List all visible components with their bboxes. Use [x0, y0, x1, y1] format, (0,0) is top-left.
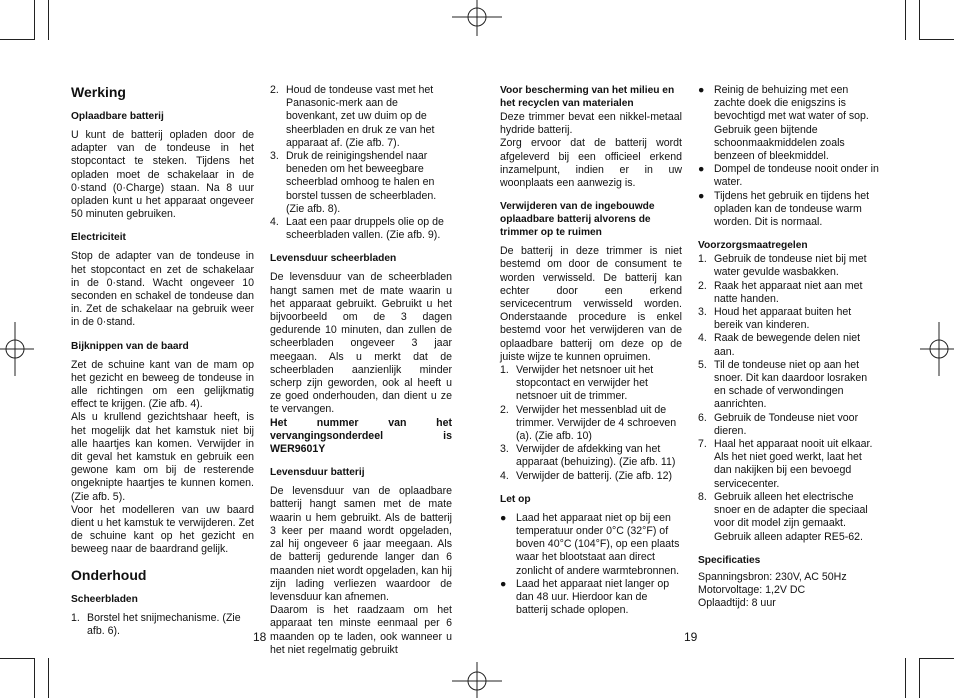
list-number: 1. — [500, 364, 509, 377]
column-2 — [270, 84, 452, 657]
part-number-note: Het nummer van het vervangingsonderdeel is WER9601Y — [270, 416, 452, 456]
list-item-text: Dompel de tondeuse nooit onder in water. — [714, 163, 879, 189]
bullet-list — [698, 84, 880, 229]
page-number-left: 18 — [253, 630, 267, 644]
subsection-heading: Voorzorgsmaatregelen — [698, 240, 808, 252]
list-item — [698, 359, 880, 412]
list-item — [500, 470, 682, 483]
numbered-list — [500, 364, 682, 483]
numbered-list — [71, 612, 254, 638]
list-item-text: Reinig de behuizing met een zachte doek die enigszins is bevochtigd met wat water of sop. Gebruik geen bijtende schoonmaakmiddelen zoals benzeen of bleekmiddel. — [714, 84, 869, 163]
list-number: 1. — [698, 253, 707, 266]
list-item — [270, 150, 452, 216]
bullet-icon: ● — [698, 84, 705, 96]
subsection-heading: Specificaties — [698, 554, 761, 566]
list-item — [698, 280, 880, 306]
subsection-heading: Voor bescherming van het milieu en het recyclen van materialen — [500, 85, 675, 109]
bullet-icon: ● — [698, 189, 705, 202]
list-item-text: Verwijder het netsnoer uit het stopcontact en verwijder het netsnoer uit de trimmer. — [516, 364, 654, 403]
column-1 — [71, 84, 254, 638]
subsection-heading: Bijknippen van de baard — [71, 340, 189, 352]
list-item — [698, 163, 880, 189]
list-item-text: Gebruik de Tondeuse niet voor dieren. — [714, 411, 859, 437]
list-item-text: Verwijder de afdekking van het apparaat (behuizing). (Zie afb. 11) — [516, 443, 676, 469]
crop-mark — [919, 658, 920, 698]
paragraph: De levensduur van de oplaadbare batterij hangt samen met de mate waarin u hem gebruikt. Als de batterij 3 keer per maand wordt opgeladen, zal hij ongeveer 6 jaar meegaan. Als de batterij gedurende langer dan 6 maanden niet wordt opgeladen, kan hij zijn lading verliezen waardoor de levensduur kan afnemen. — [270, 485, 452, 603]
list-number: 2. — [698, 279, 707, 292]
registration-mark-top — [452, 0, 502, 36]
registration-mark-right — [920, 322, 954, 376]
crop-mark — [905, 0, 906, 40]
subsection-heading: Scheerbladen — [71, 593, 138, 605]
crop-mark — [48, 0, 49, 40]
bullet-icon: ● — [698, 163, 705, 176]
list-item — [500, 404, 682, 444]
numbered-list — [698, 253, 880, 543]
list-item-text: Gebruik de tondeuse niet bij met water gevulde wasbakken. — [714, 253, 867, 279]
subsection-heading: Oplaadbare batterij — [71, 111, 164, 122]
list-number: 1. — [71, 611, 80, 624]
list-number: 7. — [698, 438, 707, 451]
list-number: 8. — [698, 490, 707, 503]
list-item — [698, 412, 880, 438]
list-item-text: Laat een paar druppels olie op de scheerbladen vallen. (Zie afb. 9). — [286, 216, 444, 242]
list-item-text: Houd de tondeuse vast met het Panasonic-merk aan de bovenkant, zet uw duim op de sheerbladen en druk ze van het apparaat af. (Zie afb. 7). — [286, 84, 435, 149]
list-item — [71, 612, 254, 638]
list-item — [698, 84, 880, 163]
list-item-text: Haal het apparaat nooit uit elkaar. Als het niet goed werkt, laat het dan nakijken bij een bevoegd servicecenter. — [714, 438, 873, 490]
list-number: 5. — [698, 358, 707, 371]
registration-mark-left — [0, 322, 34, 376]
list-item-text: Tijdens het gebruik en tijdens het opladen kan de tondeuse warm worden. Dit is normaal. — [714, 189, 870, 229]
list-number: 4. — [500, 469, 509, 482]
column-4 — [698, 84, 880, 610]
list-number: 6. — [698, 411, 707, 424]
list-item-text: Houd het apparaat buiten het bereik van kinderen. — [714, 306, 852, 332]
list-number: 2. — [500, 403, 509, 416]
crop-mark — [0, 658, 34, 659]
crop-mark — [905, 658, 906, 698]
list-number: 4. — [698, 332, 707, 345]
section-title: Werking — [71, 84, 126, 100]
spec-line: Oplaadtijd: 8 uur — [698, 597, 776, 610]
list-number: 3. — [270, 150, 279, 163]
subsection-heading: Levensduur scheerbladen — [270, 253, 397, 265]
paragraph: Stop de adapter van de tondeuse in het stopcontact en zet de schakelaar in de 0·stand. Wacht ongeveer 10 seconden en schakel de tondeuse dan in. Zet de schakelaar na gebruik weer in de 0·stand. — [71, 250, 254, 329]
paragraph: U kunt de batterij opladen door de adapter van de tondeuse in het stopcontact te steken. Tijdens het opladen moet de schakelaar in de 0·stand (0·Charge) staan. Na 8 uur opladen kunt u het apparaat ongeveer 50 minuten gebruiken. — [71, 129, 254, 221]
list-item — [270, 216, 452, 242]
list-item-text: Gebruik alleen het electrische snoer en de adapter die speciaal voor dit model zijn gemaakt. Gebruik alleen adapter RE5-62. — [714, 490, 868, 543]
paragraph: Deze trimmer bevat een nikkel-metaal hydride batterij. — [500, 111, 682, 137]
crop-mark — [920, 658, 954, 659]
crop-mark — [48, 658, 49, 698]
list-number: 3. — [698, 306, 707, 319]
list-item — [500, 443, 682, 469]
crop-mark — [920, 39, 954, 40]
list-item-text: Druk de reinigingshendel naar beneden om het beweegbare scheerblad omhoog te halen en borstel tussen de scheerbladen. (Zie afb. 8). — [286, 150, 437, 215]
list-item — [500, 364, 682, 404]
subsection-heading: Electriciteit — [71, 232, 126, 244]
subsection-heading: Levensduur batterij — [270, 467, 365, 479]
spec-line: Motorvoltage: 1,2V DC — [698, 583, 806, 596]
paragraph: Daarom is het raadzaam om het apparaat ten minste eenmaal per 6 maanden op te laden, ook wanneer u het niet regelmatig gebruikt — [270, 604, 452, 656]
paragraph: Voor het modelleren van uw baard dient u het kamstuk te verwijderen. Zet de schuine kant op het gezicht en beweeg naar de baardrand gelijk. — [71, 503, 254, 556]
list-number: 3. — [500, 443, 509, 456]
list-item-text: Laad het apparaat niet op bij een temperatuur onder 0°C (32°F) of boven 40°C (104°F), op een plaats waar het blootstaat aan direct zonlicht of andere warmtebronnen. — [516, 511, 680, 577]
crop-mark — [919, 0, 920, 40]
crop-mark — [34, 0, 35, 40]
list-item — [698, 190, 880, 230]
list-item-text: Laad het apparaat niet langer op dan 48 uur. Hierdoor kan de batterij schade oplopen. — [516, 577, 670, 617]
list-item — [698, 332, 880, 358]
section-title: Onderhoud — [71, 566, 147, 583]
crop-mark — [0, 39, 34, 40]
list-item — [698, 438, 880, 491]
list-number: 4. — [270, 216, 279, 229]
list-item-text: Raak het apparaat niet aan met natte handen. — [714, 279, 863, 305]
numbered-list — [270, 84, 452, 242]
list-item-text: Verwijder de batterij. (Zie afb. 12) — [516, 469, 673, 482]
list-item-text: Raak de bewegende delen niet aan. — [714, 332, 861, 358]
list-item-text: Til de tondeuse niet op aan het snoer. Dit kan daardoor losraken en schade of verwondingen aanrichten. — [714, 358, 868, 411]
list-item — [500, 578, 682, 618]
list-item-text: Borstel het snijmechanisme. (Zie afb. 6). — [87, 611, 241, 637]
list-item-text: Verwijder het messenblad uit de trimmer. Verwijder de 4 schroeven (a). (Zie afb. 10) — [516, 403, 677, 443]
subsection-heading: Verwijderen van de ingebouwde oplaadbare batterij alvorens de trimmer op te ruimen — [500, 201, 655, 239]
list-item — [270, 84, 452, 150]
list-number: 2. — [270, 84, 279, 96]
paragraph: De levensduur van de scheerbladen hangt samen met de mate waarin u het apparaat gebruikt. Gebruikt u het bijvoorbeeld om de 3 dagen gedurende 10 minuten, dan zullen de scheerbladen ongeveer 3 jaar meegaan. Als u merkt dat de scheerbladen aanzienlijk minder scherp zijn geworden, ook al heeft u ze goed onderhouden, dan dient u ze te vervangen. — [270, 271, 452, 416]
list-item — [698, 491, 880, 544]
paragraph: Zorg ervoor dat de batterij wordt afgeleverd bij een officieel erkend inzamelpunt, indien er in uw woonplaats een aanwezig is. — [500, 137, 682, 190]
crop-mark — [34, 658, 35, 698]
paragraph: Zet de schuine kant van de mam op het gezicht en beweeg de tondeuse in alle richtingen om een gelijkmatig effect te krijgen. (Zie afb. 4). — [71, 358, 254, 411]
list-item — [698, 306, 880, 332]
bullet-icon: ● — [500, 511, 507, 524]
column-3 — [500, 84, 682, 618]
bullet-icon: ● — [500, 577, 507, 590]
paragraph: Als u krullend gezichtshaar heeft, is het mogelijk dat het kamstuk niet bij alle haartjes kan komen. Verwijder in dit geval het kamstuk en gebruik een gewone kam om bij de resterende ongeknipte haartjes te kunnen komen. (Zie afb. 5). — [71, 411, 254, 503]
paragraph: De batterij in deze trimmer is niet bestemd om door de consument te worden verwisseld. De batterij kan echter door een erkend servicecentrum verwisseld worden. Onderstaande procedure is enkel bestemd voor het verwijderen van de oplaadbare batterij om deze op de juiste wijze te kunnen opruimen. — [500, 245, 682, 363]
list-item — [698, 253, 880, 279]
subsection-heading: Let op — [500, 493, 531, 505]
list-item — [500, 512, 682, 578]
bullet-list — [500, 512, 682, 618]
registration-mark-bottom — [452, 662, 502, 698]
page-number-right: 19 — [684, 630, 698, 644]
spec-line: Spanningsbron: 230V, AC 50Hz — [698, 570, 847, 583]
